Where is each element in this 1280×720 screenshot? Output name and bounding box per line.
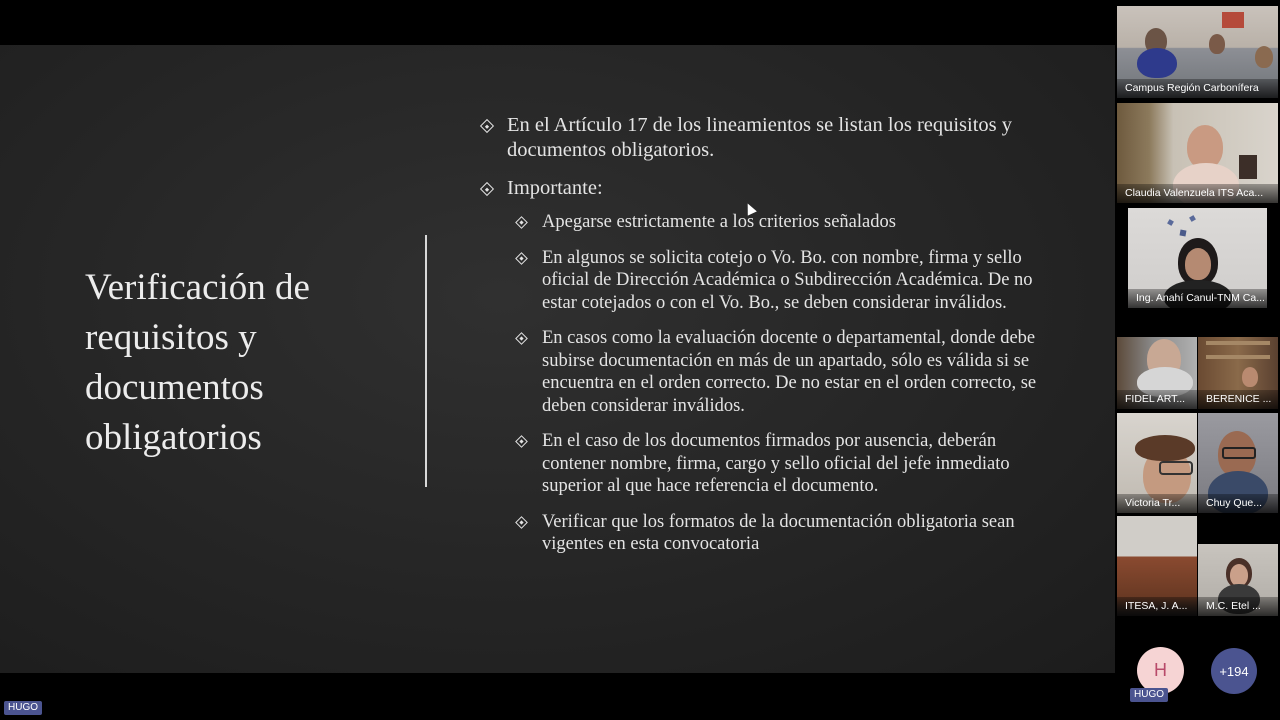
slide-subbullet [513,211,1043,234]
participant-name: Claudia Valenzuela ITS Aca... [1117,184,1278,203]
more-participants-button[interactable] [1211,648,1257,694]
shared-presentation-slide [0,45,1115,673]
slide-subbullet [513,247,1043,315]
slide-body [478,113,1043,569]
participant-name: BERENICE ... [1198,390,1278,409]
slide-subbullet-text: Verificar que los formatos de la documentación obligatoria sean vigentes en esta convocatoria [542,511,1015,554]
diamond-bullet-icon [515,252,528,265]
self-name-tag: HUGO [1130,688,1168,702]
slide-title: Verificación de requisitos y documentos obligatorios [85,267,310,458]
slide-bullet [478,113,1043,163]
participant-name: M.C. Etel ... [1198,597,1278,616]
diamond-bullet-icon [515,435,528,448]
slide-bullet-text: En el Artículo 17 de los lineamientos se listan los requisitos y documentos obligatorios. [507,114,1013,161]
participant-name: FIDEL ART... [1117,390,1197,409]
participant-name: Victoria Tr... [1117,494,1197,513]
slide-divider-line [425,235,427,487]
participant-name: Ing. Anahí Canul-TNM Ca... [1128,289,1267,308]
slide-bullet [478,176,1043,201]
diamond-bullet-icon [480,182,494,196]
slide-subbullet-text: En algunos se solicita cotejo o Vo. Bo. con nombre, firma y sello oficial de Dirección Académica o Subdirección Académica. De no estar cotejados o con el Vo. Bo., se deben considerar inválidos. [542,247,1033,313]
participant-tile[interactable] [1117,516,1197,616]
participant-tile[interactable] [1117,6,1278,98]
participant-name: ITESA, J. A... [1117,597,1197,616]
slide-subbullet-text: En casos como la evaluación docente o departamental, donde debe subirse documentación en más de un apartado, sólo es válida si se encuentra en el orden correcto. De no estar en el orden correcto, se deben considerar inválidos. [542,328,1037,416]
participant-tile[interactable] [1128,208,1267,308]
participant-video-panel [1115,0,1280,720]
participant-name: Chuy Que... [1198,494,1278,513]
slide-subbullet-text: En el caso de los documentos firmados por ausencia, deberán contener nombre, firma, cargo y sello oficial del jefe inmediato superior al que hace referencia el documento. [542,431,1010,496]
diamond-bullet-icon [515,516,528,529]
avatar-initial: H [1154,660,1167,680]
diamond-bullet-icon [515,216,528,229]
more-participants-count: +194 [1219,663,1249,679]
participant-tile[interactable] [1198,337,1278,409]
slide-subbullet [513,327,1043,417]
participant-tile[interactable] [1117,337,1197,409]
diamond-bullet-icon [515,332,528,345]
participant-tile[interactable] [1117,413,1197,513]
diamond-bullet-icon [480,119,494,133]
presenter-name-tag: HUGO [4,701,42,715]
slide-subbullet [513,430,1043,498]
participant-tile[interactable] [1198,413,1278,513]
slide-subbullet [513,511,1043,556]
participant-tile[interactable] [1198,544,1278,616]
slide-bullet-text: Importante: [507,177,603,199]
slide-subbullet-text: Apegarse estrictamente a los criterios señalados [542,212,896,232]
participant-tile[interactable] [1117,103,1278,203]
self-avatar[interactable] [1137,647,1184,694]
slide-sublist [513,211,1043,556]
participant-name: Campus Región Carbonífera [1117,79,1278,98]
